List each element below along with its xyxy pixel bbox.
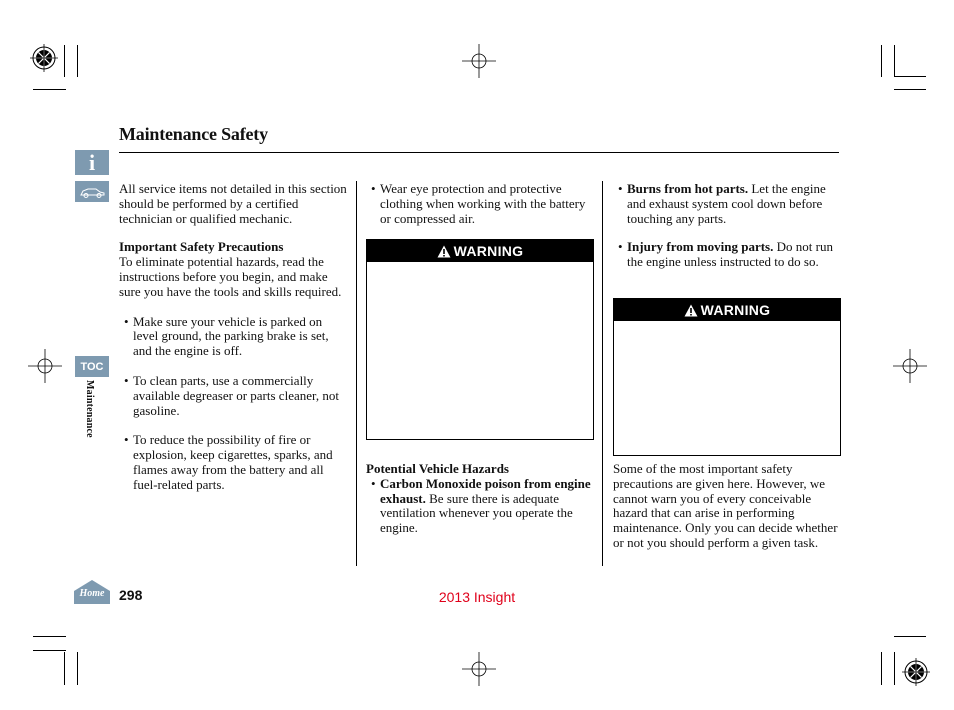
list-item	[366, 182, 594, 226]
vehicle-hazards-section	[366, 462, 594, 536]
hazard-text: Let the engine and exhaust system cool down before touching any parts.	[627, 181, 826, 226]
hazard-text: Do not run the engine unless instructed to do so.	[627, 239, 833, 270]
bullet-text: To reduce the possibility of fire or explosion, keep cigarettes, sparks, and flames away from the battery and all fuel-related parts.	[133, 432, 333, 492]
crosshair-top	[462, 44, 496, 78]
list-item	[119, 374, 347, 418]
bullet-dot: •	[371, 475, 376, 491]
hazard-title: Injury from moving parts.	[627, 239, 774, 255]
registration-mark-bottom-right	[902, 658, 930, 686]
warning-triangle-icon	[437, 245, 451, 258]
car-icon[interactable]	[75, 181, 109, 202]
warning-box-1	[366, 239, 594, 440]
bullet-text: Make sure your vehicle is parked on level ground, the parking brake is set, and the engine is off.	[133, 313, 329, 359]
safety-precautions-paragraph: To eliminate potential hazards, read the instructions before you begin, and make sure you have the tools and skills required.	[119, 254, 342, 299]
column-divider-2	[602, 181, 603, 566]
bullet-dot: •	[618, 181, 623, 196]
home-label: Home	[79, 588, 105, 599]
list-item	[119, 433, 347, 492]
warning-box-2	[613, 298, 841, 456]
crosshair-right	[893, 349, 927, 383]
warning-label: WARNING	[700, 302, 771, 318]
column-3	[613, 182, 841, 270]
bullet-text: Wear eye protection and protective clothing when working with the battery or compressed air.	[380, 181, 586, 226]
warning-label: WARNING	[453, 243, 524, 259]
bullet-dot: •	[124, 372, 129, 388]
section-side-label: Maintenance	[84, 380, 95, 438]
info-icon-glyph: i	[88, 149, 96, 175]
hazard-title: Burns from hot parts.	[627, 181, 749, 196]
car-icon-graphic	[75, 181, 109, 202]
crosshair-bottom	[462, 652, 496, 686]
bullet-dot: •	[124, 313, 129, 329]
page-number: 298	[119, 587, 143, 603]
warning-header	[614, 299, 840, 321]
title-rule	[119, 152, 839, 153]
toc-icon[interactable]	[75, 356, 109, 377]
intro-paragraph: All service items not detailed in this section should be performed by a certified technician or qualified mechanic.	[119, 181, 347, 226]
info-icon[interactable]	[75, 150, 109, 175]
crosshair-left	[28, 349, 62, 383]
vehicle-hazards-heading: Potential Vehicle Hazards	[366, 461, 509, 476]
bullet-dot: •	[618, 239, 623, 255]
bullet-dot: •	[124, 432, 129, 448]
footer-model-label: 2013 Insight	[438, 589, 516, 605]
page-title: Maintenance Safety	[119, 124, 268, 144]
registration-mark-top-left	[30, 44, 58, 72]
hazard-text: Be sure there is adequate ventilation whenever you operate the engine.	[380, 490, 573, 536]
column-2	[366, 182, 594, 226]
list-item	[366, 477, 594, 536]
bullet-dot: •	[371, 181, 376, 196]
safety-disclaimer-paragraph: Some of the most important safety precautions are given here. However, we cannot warn you of every conceivable hazard that can arise in performing maintenance. Only you can decide whether or not you should perform a given task.	[613, 461, 838, 550]
toc-label: TOC	[80, 360, 104, 373]
warning-header	[367, 240, 593, 262]
list-item	[613, 182, 841, 226]
column-1	[119, 182, 347, 493]
list-item	[613, 240, 841, 270]
bullet-text: To clean parts, use a commercially available degreaser or parts cleaner, not gasoline.	[133, 372, 339, 418]
warning-triangle-icon	[684, 304, 698, 317]
list-item	[119, 315, 347, 359]
hazard-title: Carbon Monoxide poison from engine exhaust.	[380, 475, 591, 506]
safety-precautions-heading: Important Safety Precautions	[119, 239, 284, 255]
column-divider-1	[356, 181, 357, 566]
